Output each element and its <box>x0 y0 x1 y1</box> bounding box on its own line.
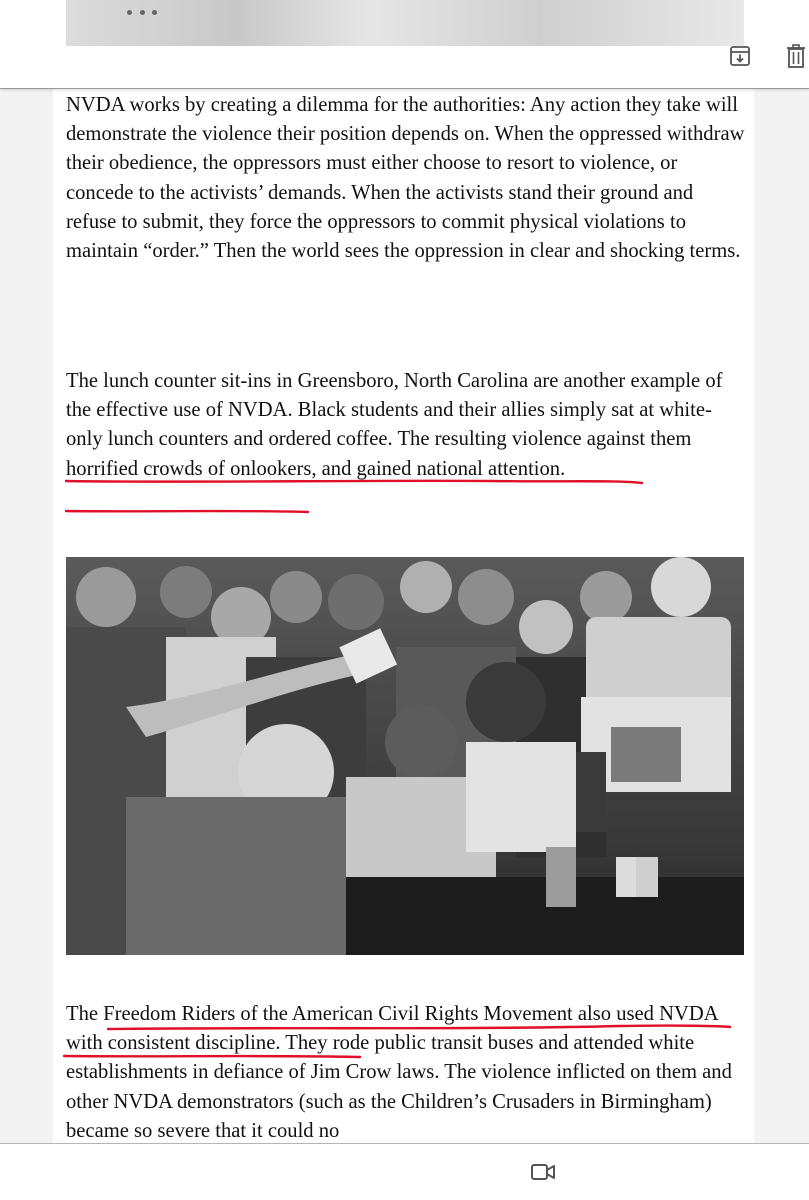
trash-icon[interactable] <box>783 43 809 69</box>
header-image <box>66 0 744 46</box>
bottom-toolbar <box>0 1143 809 1200</box>
article-photo <box>66 557 744 955</box>
video-camera-icon[interactable] <box>529 1160 557 1184</box>
article-paragraph: NVDA works by creating a dilemma for the authorities: Any action they take will demonstrate the violence their position depends on. When the oppressed withdraw their obedience, the oppressors must either choose to resort to violence, or concede to the activists’ demands. When the activists stand their ground and refuse to submit, they force the oppressors to commit physical violations to maintain “order.” Then the world sees the oppression in clear and shocking terms. <box>66 94 745 263</box>
more-horizontal-icon[interactable] <box>127 5 157 19</box>
article-paragraph: The lunch counter sit-ins in Greensboro, North Carolina are another example of the effective use of NVDA. Black students and their allies simply sat at white-only lunch counters and ordered coffee. The resulting violence against them horrified crowds of onlookers, and gained national attention. <box>66 370 723 480</box>
top-toolbar <box>0 0 809 89</box>
sit-in-photo <box>66 557 744 955</box>
article-paragraph: The Freedom Riders of the American Civil Rights Movement also used NVDA with consistent discipline. They rode public transit buses and attended white establishments in defiance of Jim Crow laws. The violence inflicted on them and other NVDA demonstrators (such as the Children’s Crusaders in Birmingham) became so severe that it could no <box>66 1003 732 1142</box>
archive-download-icon[interactable] <box>727 43 753 69</box>
